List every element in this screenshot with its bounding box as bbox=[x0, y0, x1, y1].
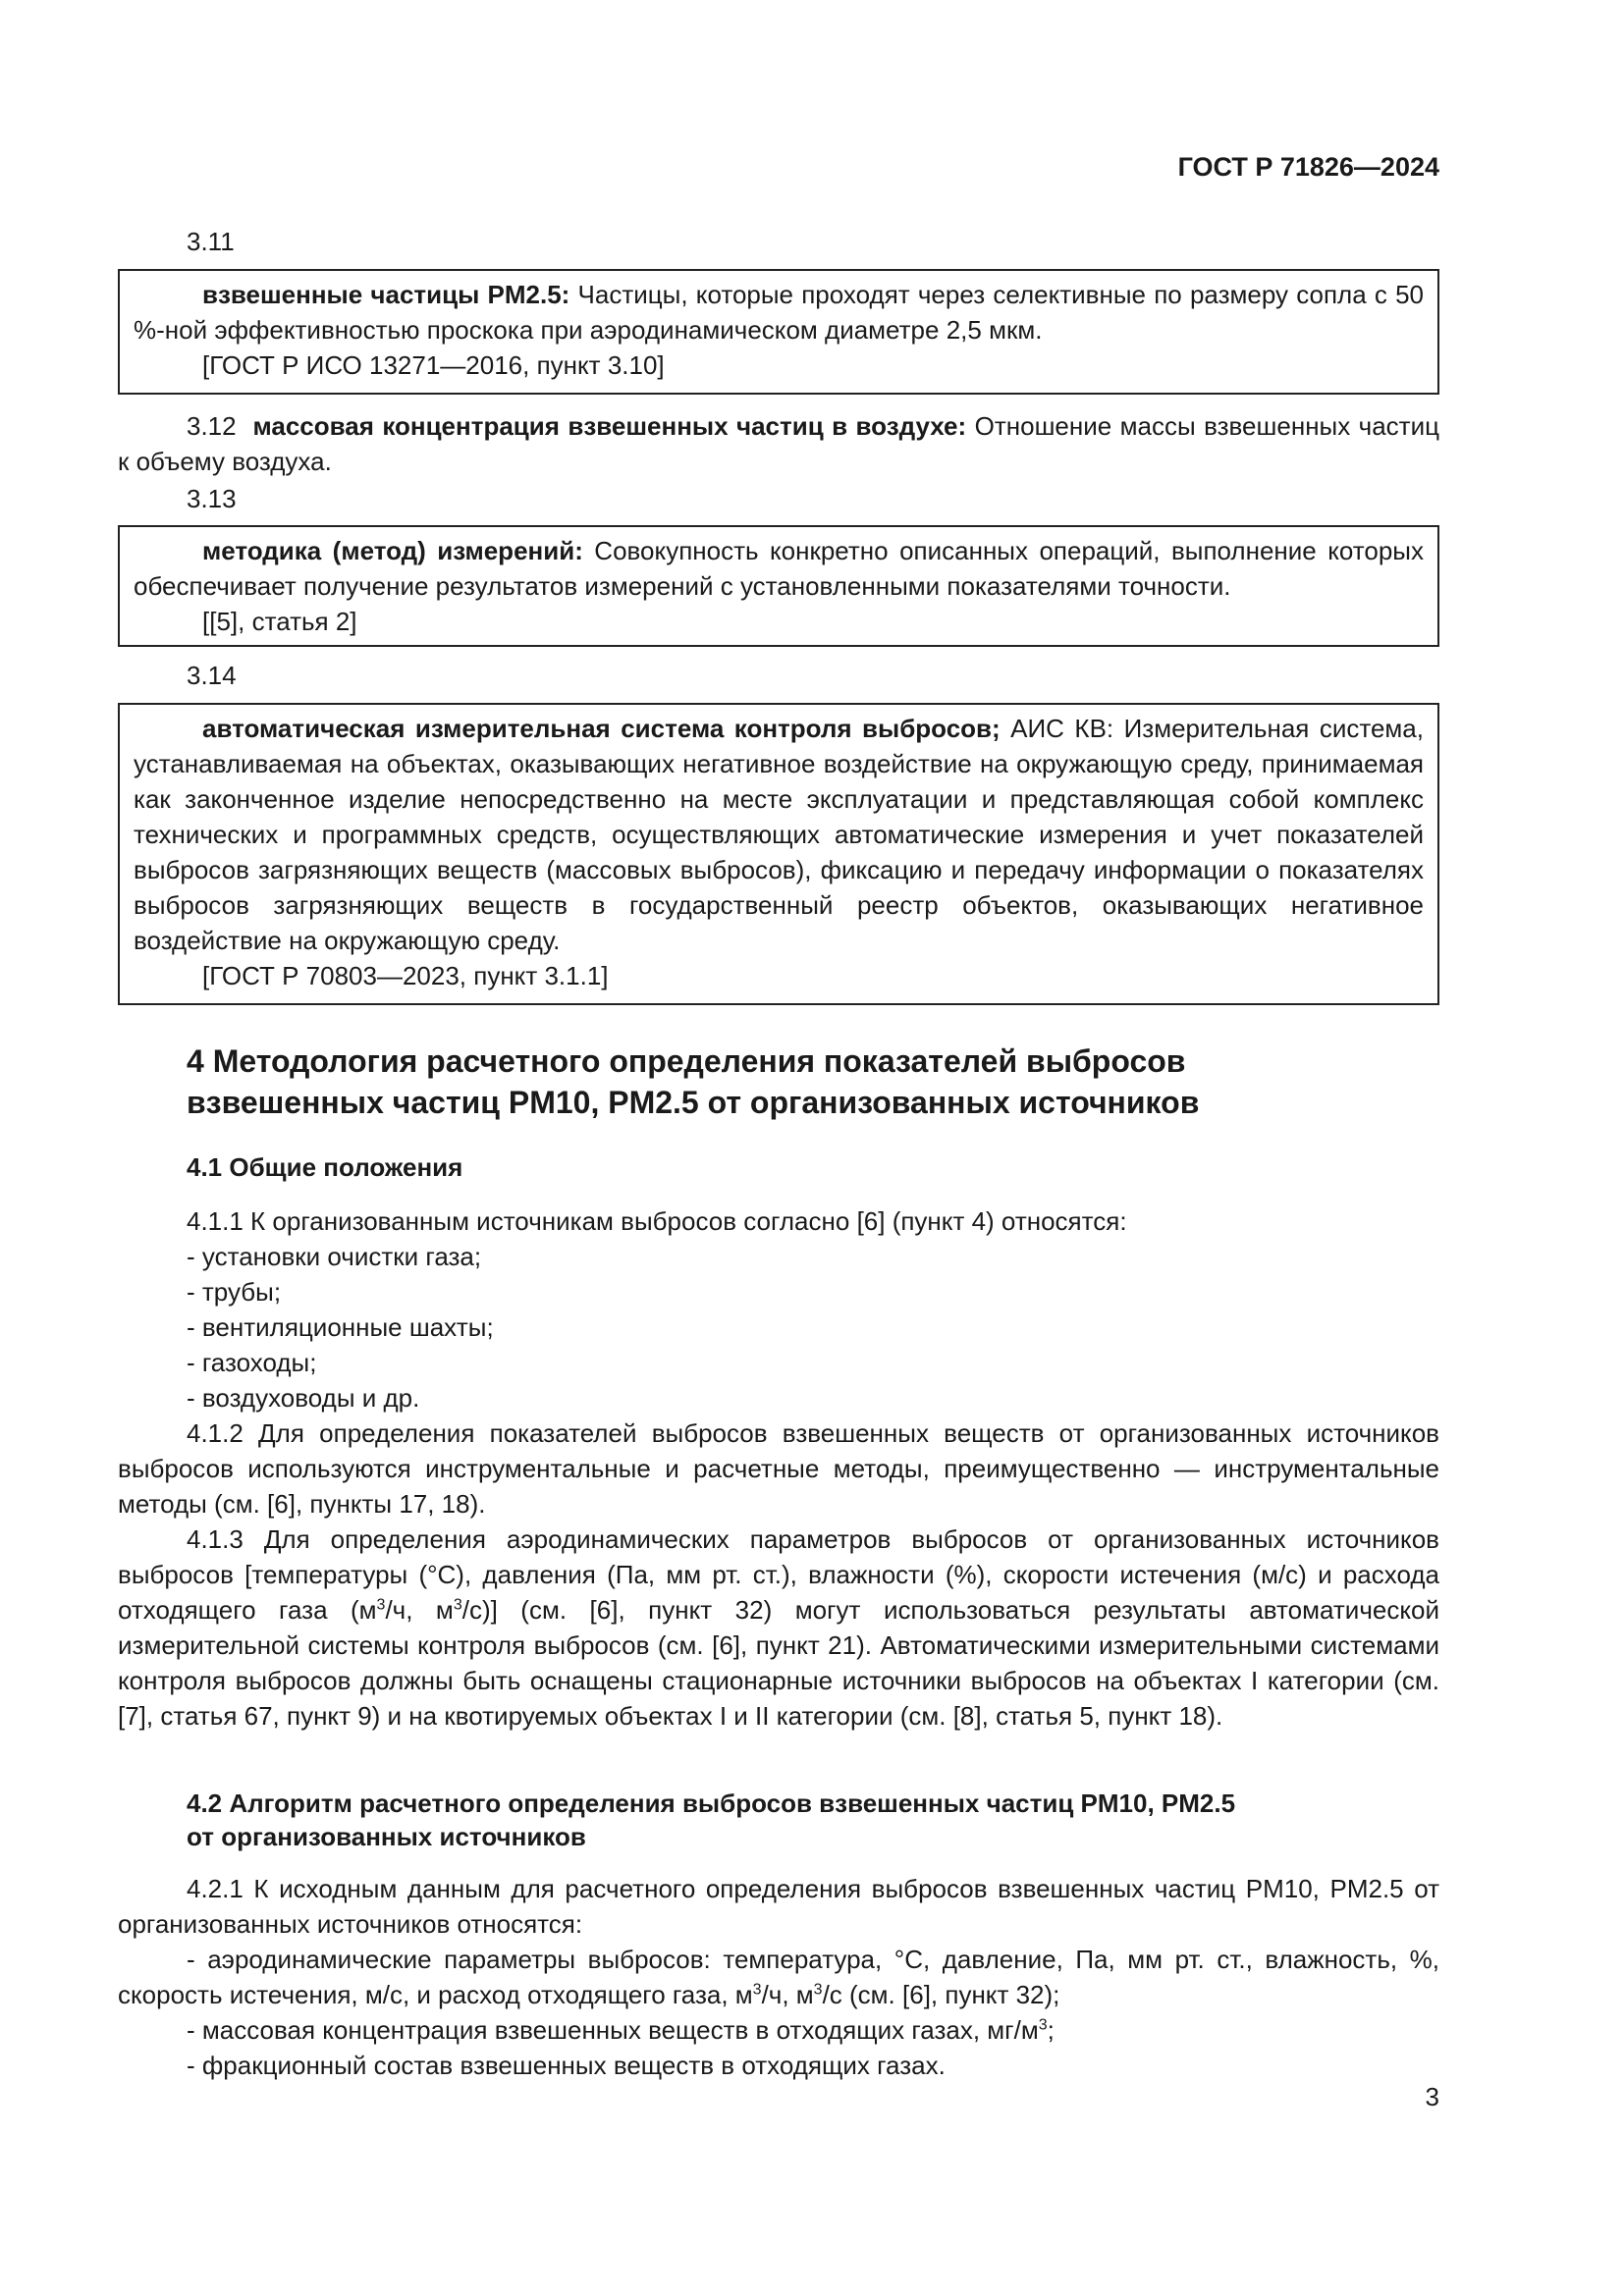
definition-source: [[5], статья 2] bbox=[202, 607, 357, 636]
definition-term: методика (метод) измерений: bbox=[202, 536, 583, 565]
source-list bbox=[118, 1239, 1439, 1415]
list-item: - массовая концентрация взвешенных веществ в отходящих газах, $мг/м^3$; bbox=[187, 2015, 1055, 2045]
document-page bbox=[118, 0, 1439, 2296]
definition-3-12: 3.12 массовая концентрация взвешенных частиц в воздухе: Отношение массы взвешенных частиц к объему воздуха. bbox=[118, 411, 1439, 476]
list-item: - трубы; bbox=[187, 1277, 282, 1307]
def-number-3-11: 3.11 bbox=[187, 227, 235, 256]
section-4-title: 4 Методология расчетного определения показателей выбросов взвешенных частиц PM10, PM2.5 от организованных источников bbox=[187, 1043, 1200, 1120]
page-number: 3 bbox=[1425, 2082, 1439, 2111]
subsection-4-1-title: 4.1 Общие положения bbox=[187, 1152, 463, 1182]
definition-text: автоматическая измерительная система контроля выбросов; АИС КВ: Измерительная система, устанавливаемая на объектах, оказывающих негативное воздействие на окружающую среду, принимаемая как законченное изделие непосредственно на месте эксплуатации и представляющая собой комплекс технических и программных средств, осуществляющих автоматические измерения и учет показателей выбросов загрязняющих веществ (массовых выбросов), фиксацию и передачу информации о показателях выбросов загрязняющих веществ в государственный реестр объектов, оказывающих негативное воздействие на окружающую среду. bbox=[134, 714, 1424, 955]
definition-term: взвешенные частицы PM2.5: bbox=[202, 280, 570, 309]
definition-box-3-11 bbox=[118, 269, 1439, 395]
definition-box-3-14 bbox=[118, 703, 1439, 1005]
definition-box-3-13 bbox=[118, 525, 1439, 647]
list-item: - фракционный состав взвешенных веществ в отходящих газах. bbox=[187, 2051, 946, 2080]
list-item: - газоходы; bbox=[187, 1348, 317, 1377]
definition-term: массовая концентрация взвешенных частиц в воздухе: bbox=[252, 411, 967, 441]
definition-source: [ГОСТ Р ИСО 13271—2016, пункт 3.10] bbox=[202, 350, 665, 380]
definition-text: взвешенные частицы PM2.5: Частицы, которые проходят через селективные по размеру сопла с 50 %-ной эффективностью проскока при аэродинамическом диаметре 2,5 мкм. bbox=[134, 280, 1424, 345]
list-item: - аэродинамические параметры выбросов: температура, °С, давление, Па, мм рт. ст., влажность, %, скорость истечения, м/с, и расход отходящего газа, $м^3/ч$, $м^3/с$ (см. [6], пункт 32); bbox=[118, 1945, 1439, 2009]
paragraph-4-1-1: 4.1.1 К организованным источникам выбросов согласно [6] (пункт 4) относятся: bbox=[187, 1206, 1127, 1236]
def-number-3-13: 3.13 bbox=[187, 484, 237, 513]
list-item: - вентиляционные шахты; bbox=[187, 1312, 494, 1342]
def-number-3-14: 3.14 bbox=[187, 661, 237, 690]
definition-term: автоматическая измерительная система контроля выбросов; bbox=[202, 714, 1001, 743]
paragraph-4-1-2: 4.1.2 Для определения показателей выбросов взвешенных веществ от организованных источников выбросов используются инструментальные и расчетные методы, преимущественно — инструментальные методы (см. [6], пункты 17, 18). bbox=[118, 1418, 1439, 1519]
document-header: ГОСТ Р 71826—2024 bbox=[1177, 152, 1439, 182]
subsection-4-2-title: 4.2 Алгоритм расчетного определения выбросов взвешенных частиц PM10, PM2.5 от организованных источников bbox=[187, 1789, 1236, 1851]
paragraph-4-2-1: 4.2.1 К исходным данным для расчетного определения выбросов взвешенных частиц PM10, PM2.5 от организованных источников относятся: bbox=[118, 1874, 1439, 1939]
list-item: - установки очистки газа; bbox=[187, 1242, 482, 1271]
list-item: - воздуховоды и др. bbox=[187, 1383, 420, 1413]
input-data-list bbox=[118, 1942, 1439, 2083]
definition-source: [ГОСТ Р 70803—2023, пункт 3.1.1] bbox=[202, 961, 609, 990]
definition-text: методика (метод) измерений: Совокупность конкретно описанных операций, выполнение которых обеспечивает получение результатов измерений с установленными показателями точности. bbox=[134, 536, 1424, 601]
paragraph-4-1-3: 4.1.3 Для определения аэродинамических параметров выбросов от организованных источников выбросов [температуры (°С), давления (Па, мм рт. ст.), влажности (%), скорости истечения (м/с) и расхода отходящего газа ($м^3/ч$, $м^3/с$)] (см. [6], пункт 32) могут использоваться результаты автоматической измерительной системы контроля выбросов (см. [6], пункт 21). Автоматическими измерительными системами контроля выбросов должны быть оснащены стационарные источники выбросов на объектах I категории (см. [7], статья 67, пункт 9) и на квотируемых объектах I и II категории (см. [8], статья 5, пункт 18). bbox=[118, 1524, 1439, 1731]
